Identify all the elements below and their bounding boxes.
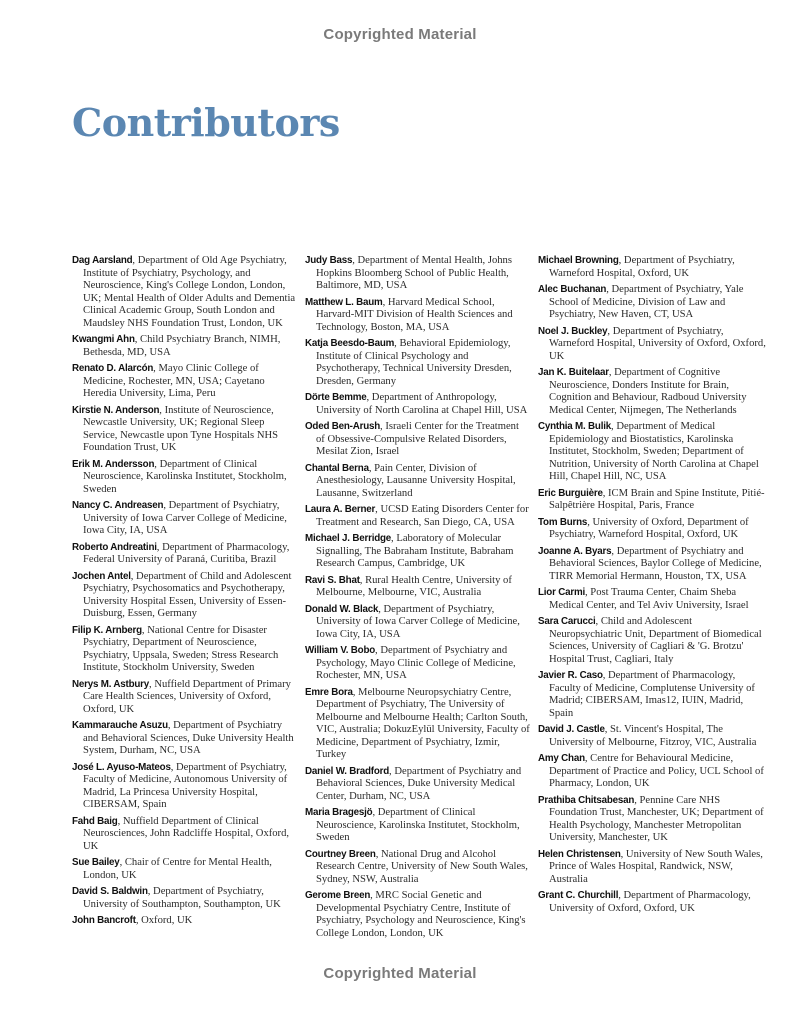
contributor-entry bbox=[72, 542, 297, 567]
contributor-affiliation: , Department of Pharmacology, Federal University of Paraná, Curitiba, Brazil bbox=[83, 541, 290, 565]
contributor-entry bbox=[538, 890, 766, 915]
contributor-affiliation: , Child Psychiatry Branch, NIMH, Bethesda, MD, USA bbox=[83, 334, 281, 358]
contributor-affiliation: , Department of Anthropology, University of North Carolina at Chapel Hill, USA bbox=[316, 392, 528, 416]
contributor-name: Joanne A. Byars bbox=[538, 545, 612, 557]
contributor-entry bbox=[72, 459, 297, 497]
contributor-affiliation: , Department of Pharmacology, University of Oxford, Oxford, UK bbox=[549, 890, 751, 914]
contributor-name: Daniel W. Bradford bbox=[305, 765, 390, 777]
contributor-entry bbox=[72, 500, 297, 538]
contributor-affiliation: , National Drug and Alcohol Research Centre, University of New South Wales, Sydney, NSW, Australia bbox=[316, 848, 528, 885]
page-title: Contributors bbox=[72, 100, 340, 145]
contributor-name: Donald W. Black bbox=[305, 603, 379, 615]
contributor-entry bbox=[305, 463, 530, 501]
contributor-name: Prathiba Chitsabesan bbox=[538, 794, 635, 806]
contributor-entry bbox=[305, 604, 530, 642]
contributor-name: Kammarauche Asuzu bbox=[72, 720, 168, 731]
contributor-entry bbox=[538, 255, 766, 280]
contributor-entry bbox=[305, 849, 530, 887]
contributor-affiliation: , Department of Clinical Neuroscience, Karolinska Institutet, Stockholm, Sweden bbox=[83, 458, 287, 495]
contributor-affiliation: , Behavioral Epidemiology, Institute of Clinical Psychology and Psychotherapy, Technical University Dresden, Dresden, Germany bbox=[316, 338, 512, 387]
contributor-affiliation: , St. Vincent's Hospital, The University of Melbourne, Fitzroy, VIC, Australia bbox=[549, 724, 757, 748]
contributor-name: William V. Bobo bbox=[305, 645, 376, 656]
contributor-entry bbox=[72, 816, 297, 854]
contributor-name: Nerys M. Astbury bbox=[72, 678, 150, 690]
contributor-entry bbox=[72, 405, 297, 455]
contributor-name: Michael J. Berridge bbox=[305, 533, 392, 544]
contributor-entry bbox=[538, 587, 766, 612]
contributor-affiliation: , Department of Psychiatry, University of Iowa Carver College of Medicine, Iowa City, IA, USA bbox=[316, 603, 520, 640]
contributor-affiliation: , Department of Psychiatry, Warneford Hospital, Oxford, UK bbox=[549, 255, 735, 279]
contributor-entry bbox=[538, 670, 766, 720]
contributor-entry bbox=[72, 334, 297, 359]
contributor-affiliation: , University of New South Wales, Prince of Wales Hospital, Randwick, NSW, Australia bbox=[549, 848, 763, 885]
contributor-affiliation: , Mayo Clinic College of Medicine, Rochester, MN, USA; Cayetano Heredia University, Lima, Peru bbox=[83, 363, 265, 399]
contributor-name: David J. Castle bbox=[538, 724, 605, 735]
contributor-entry bbox=[305, 890, 530, 940]
contributor-affiliation: , ICM Brain and Spine Institute, Pitié-Salpêtrière Hospital, Paris, France bbox=[549, 487, 765, 511]
contributor-name: Helen Christensen bbox=[538, 848, 621, 860]
contributor-entry bbox=[538, 753, 766, 791]
contributor-name: Kirstie N. Anderson bbox=[72, 404, 160, 416]
contributor-name: Matthew L. Baum bbox=[305, 296, 383, 308]
contributor-name: Emre Bora bbox=[305, 686, 353, 698]
contributor-entry bbox=[305, 421, 530, 459]
contributor-affiliation: , Department of Cognitive Neuroscience, Donders Institute for Brain, Cognition and Behaviour, Radboud University Medical Center, Nijmegen, The Netherlands bbox=[549, 367, 747, 416]
contributor-affiliation: , Oxford, UK bbox=[135, 915, 193, 926]
contributor-name: Courtney Breen bbox=[305, 848, 376, 860]
contributor-entry bbox=[538, 421, 766, 484]
contributor-affiliation: , Department of Old Age Psychiatry, Institute of Psychiatry, Psychology, and Neuroscience, King's College London, London, UK; Mental Health of Older Adults and Dementia Clinical Academic Group, South London and Maudsley NHS Foundation Trust, London, UK bbox=[83, 255, 296, 329]
contributor-affiliation: , Department of Psychiatry, Yale School of Medicine, Division of Law and Psychiatry, New Haven, CT, USA bbox=[549, 284, 744, 320]
contributor-entry bbox=[538, 326, 766, 364]
contributor-name: John Bancroft bbox=[72, 915, 136, 926]
contributor-entry bbox=[72, 255, 297, 330]
contributor-affiliation: , Institute of Neuroscience, Newcastle University, UK; Regional Sleep Service, Newcastle upon Tyne Hospitals NHS Foundation Trust, UK bbox=[83, 404, 279, 453]
contributor-entry bbox=[72, 363, 297, 401]
contributor-entry bbox=[305, 575, 530, 600]
contributor-affiliation: , Department of Psychiatry and Psychology, Mayo Clinic College of Medicine, Rochester, MN, USA bbox=[316, 645, 516, 681]
contributor-name: Lior Carmi bbox=[538, 587, 585, 598]
contributor-affiliation: , Child and Adolescent Neuropsychiatric Unit, Department of Biomedical Sciences, University of Cagliari & 'G. Brotzu' Hospital Trust, Cagliari, Italy bbox=[549, 616, 762, 665]
contributor-affiliation: , Department of Psychiatry and Behavioral Sciences, Baylor College of Medicine, TIRR Memorial Hermann, Houston, TX, USA bbox=[549, 545, 762, 582]
contributor-affiliation: , Pennine Care NHS Foundation Trust, Manchester, UK; Department of Health Psychology, Manchester Metropolitan University, Manchester, UK bbox=[549, 794, 764, 843]
contributor-entry bbox=[305, 255, 530, 293]
contributor-entry bbox=[305, 392, 530, 417]
contributor-affiliation: , Chair of Centre for Mental Health, London, UK bbox=[83, 857, 272, 881]
copyright-watermark-top: Copyrighted Material bbox=[323, 26, 477, 43]
contributor-entry bbox=[305, 807, 530, 845]
contributor-name: Amy Chan bbox=[538, 753, 585, 764]
contributor-entry bbox=[72, 625, 297, 675]
contributors-column-2 bbox=[305, 255, 530, 944]
contributor-affiliation: , Department of Clinical Neuroscience, Karolinska Institutet, Stockholm, Sweden bbox=[316, 807, 520, 843]
contributor-name: Grant C. Churchill bbox=[538, 890, 619, 901]
contributor-affiliation: , Rural Health Centre, University of Melbourne, Melbourne, VIC, Australia bbox=[316, 574, 512, 598]
contributor-name: Dörte Bemme bbox=[305, 392, 367, 403]
contributor-name: Jan K. Buitelaar bbox=[538, 367, 609, 378]
contributor-entry bbox=[538, 849, 766, 887]
contributor-name: Renato D. Alarcón bbox=[72, 363, 154, 374]
contributor-name: Erik M. Andersson bbox=[72, 458, 155, 470]
contributor-entry bbox=[538, 724, 766, 749]
contributor-name: Gerome Breen bbox=[305, 890, 371, 901]
contributor-name: Eric Burguière bbox=[538, 487, 603, 499]
contributor-affiliation: , University of Oxford, Department of Psychiatry, Warneford Hospital, Oxford, UK bbox=[549, 516, 749, 540]
contributor-affiliation: , Department of Psychiatry, Faculty of Medicine, Autonomous University of Madrid, La Princesa University Hospital, CIBERSAM, Spain bbox=[83, 761, 288, 810]
contributor-affiliation: , Department of Mental Health, Johns Hopkins Bloomberg School of Public Health, Baltimore, MD, USA bbox=[316, 255, 512, 291]
contributors-columns bbox=[72, 255, 764, 944]
contributor-name: Dag Aarsland bbox=[72, 255, 133, 266]
contributor-entry bbox=[72, 915, 297, 928]
contributor-affiliation: , Pain Center, Division of Anesthesiology, Lausanne University Hospital, Lausanne, Switzerland bbox=[316, 462, 516, 499]
contributor-name: Judy Bass bbox=[305, 255, 353, 266]
contributor-entry bbox=[72, 762, 297, 812]
contributor-name: Ravi S. Bhat bbox=[305, 574, 360, 586]
contributor-entry bbox=[305, 297, 530, 335]
contributor-affiliation: , Centre for Behavioural Medicine, Department of Practice and Policy, UCL School of Pharmacy, London, UK bbox=[549, 753, 764, 789]
contributor-affiliation: , Department of Medical Epidemiology and Biostatistics, Karolinska Institutet, Stockholm, Sweden; Department of Nutrition, University of North Carolina at Chapel Hill, Chapel Hill, NC, USA bbox=[549, 421, 759, 482]
contributor-entry bbox=[72, 679, 297, 717]
contributor-affiliation: , Israeli Center for the Treatment of Obsessive-Compulsive Related Disorders, Mesilat Zion, Israel bbox=[316, 421, 519, 457]
contributor-entry bbox=[305, 645, 530, 683]
contributor-affiliation: , Nuffield Department of Clinical Neurosciences, John Radcliffe Hospital, Oxford, UK bbox=[83, 815, 290, 852]
contributor-name: David S. Baldwin bbox=[72, 886, 148, 897]
contributor-entry bbox=[538, 546, 766, 584]
contributor-name: Kwangmi Ahn bbox=[72, 334, 135, 345]
copyright-watermark-bottom: Copyrighted Material bbox=[323, 965, 477, 982]
contributor-affiliation: , Department of Pharmacology, Faculty of Medicine, Complutense University of Madrid; CIBERSAM, Imas12, IUIN, Madrid, Spain bbox=[549, 670, 755, 719]
contributor-name: Michael Browning bbox=[538, 255, 619, 266]
contributor-entry bbox=[72, 720, 297, 758]
contributor-entry bbox=[72, 857, 297, 882]
contributor-affiliation: , UCSD Eating Disorders Center for Treatment and Research, San Diego, CA, USA bbox=[316, 504, 529, 528]
contributor-name: Tom Burns bbox=[538, 516, 588, 528]
contributor-entry bbox=[538, 488, 766, 513]
contributor-affiliation: , Department of Psychiatry, Warneford Hospital, University of Oxford, Oxford, UK bbox=[549, 325, 766, 362]
contributor-affiliation: , Department of Psychiatry and Behavioral Sciences, Duke University Health System, Durham, NC, USA bbox=[83, 720, 294, 756]
contributor-name: Oded Ben-Arush bbox=[305, 421, 381, 432]
contributor-entry bbox=[538, 367, 766, 417]
contributor-affiliation: , Department of Child and Adolescent Psychiatry, Psychosomatics and Psychotherapy, University Hospital Essen, University of Essen-Duisburg, Essen, Germany bbox=[83, 570, 292, 619]
contributor-affiliation: , MRC Social Genetic and Developmental Psychiatry Centre, Institute of Psychiatry, Psychology and Neuroscience, King's College London, London, UK bbox=[316, 890, 526, 939]
contributor-name: Jochen Antel bbox=[72, 570, 131, 582]
contributor-name: Sue Bailey bbox=[72, 857, 120, 868]
contributor-name: Javier R. Caso bbox=[538, 670, 603, 681]
contributor-entry bbox=[305, 504, 530, 529]
contributor-affiliation: , Nuffield Department of Primary Care Health Sciences, University of Oxford, Oxford, UK bbox=[83, 678, 291, 715]
contributor-name: Fahd Baig bbox=[72, 815, 118, 827]
contributor-affiliation: , National Centre for Disaster Psychiatry, Department of Neuroscience, Psychiatry, Uppsala, Sweden; Stress Research Institute, Stockholm University, Sweden bbox=[83, 624, 279, 673]
contributor-name: Alec Buchanan bbox=[538, 284, 607, 295]
contributors-column-3 bbox=[538, 255, 766, 919]
contributor-affiliation: , Laboratory of Molecular Signalling, The Babraham Institute, Babraham Research Campus, Cambridge, UK bbox=[316, 533, 514, 569]
contributor-entry bbox=[305, 766, 530, 804]
contributor-entry bbox=[72, 571, 297, 621]
contributor-affiliation: , Post Trauma Center, Chaim Sheba Medical Center, and Tel Aviv University, Israel bbox=[549, 587, 749, 611]
contributor-name: Maria Bragesjö bbox=[305, 807, 373, 818]
contributor-name: Sara Carucci bbox=[538, 616, 596, 627]
contributor-entry bbox=[305, 687, 530, 762]
contributor-entry bbox=[538, 284, 766, 322]
contributor-affiliation: , Department of Psychiatry and Behavioral Sciences, Duke University Medical Center, Durham, NC, USA bbox=[316, 765, 522, 802]
contributor-entry bbox=[538, 517, 766, 542]
contributor-name: Cynthia M. Bulik bbox=[538, 421, 612, 432]
contributor-name: Laura A. Berner bbox=[305, 504, 376, 515]
contributor-affiliation: , Department of Psychiatry, University of Southampton, Southampton, UK bbox=[83, 886, 281, 910]
contributor-entry bbox=[305, 338, 530, 388]
contributor-name: Nancy C. Andreasen bbox=[72, 500, 164, 511]
contributor-affiliation: , Harvard Medical School, Harvard-MIT Division of Health Sciences and Technology, Boston, MA, USA bbox=[316, 296, 513, 333]
contributor-name: Roberto Andreatini bbox=[72, 541, 157, 553]
contributor-name: Filip K. Arnberg bbox=[72, 624, 142, 636]
contributor-affiliation: , Department of Psychiatry, University of Iowa Carver College of Medicine, Iowa City, IA, USA bbox=[83, 500, 287, 536]
contributors-column-1 bbox=[72, 255, 297, 932]
contributor-entry bbox=[72, 886, 297, 911]
contributor-entry bbox=[305, 533, 530, 571]
contributor-entry bbox=[538, 795, 766, 845]
contributor-affiliation: , Melbourne Neuropsychiatry Centre, Department of Psychiatry, The University of Melbourne and Melbourne Health; Carlton South, VIC, Australia; DokuzEylül University, Faculty of Medicine, Department of Psychiatry, Izmir, Turkey bbox=[316, 686, 530, 760]
contributor-name: José L. Ayuso-Mateos bbox=[72, 761, 171, 773]
contributor-entry bbox=[538, 616, 766, 666]
contributor-name: Chantal Berna bbox=[305, 462, 369, 474]
contributor-name: Katja Beesdo-Baum bbox=[305, 338, 395, 349]
contributor-name: Noel J. Buckley bbox=[538, 325, 608, 337]
